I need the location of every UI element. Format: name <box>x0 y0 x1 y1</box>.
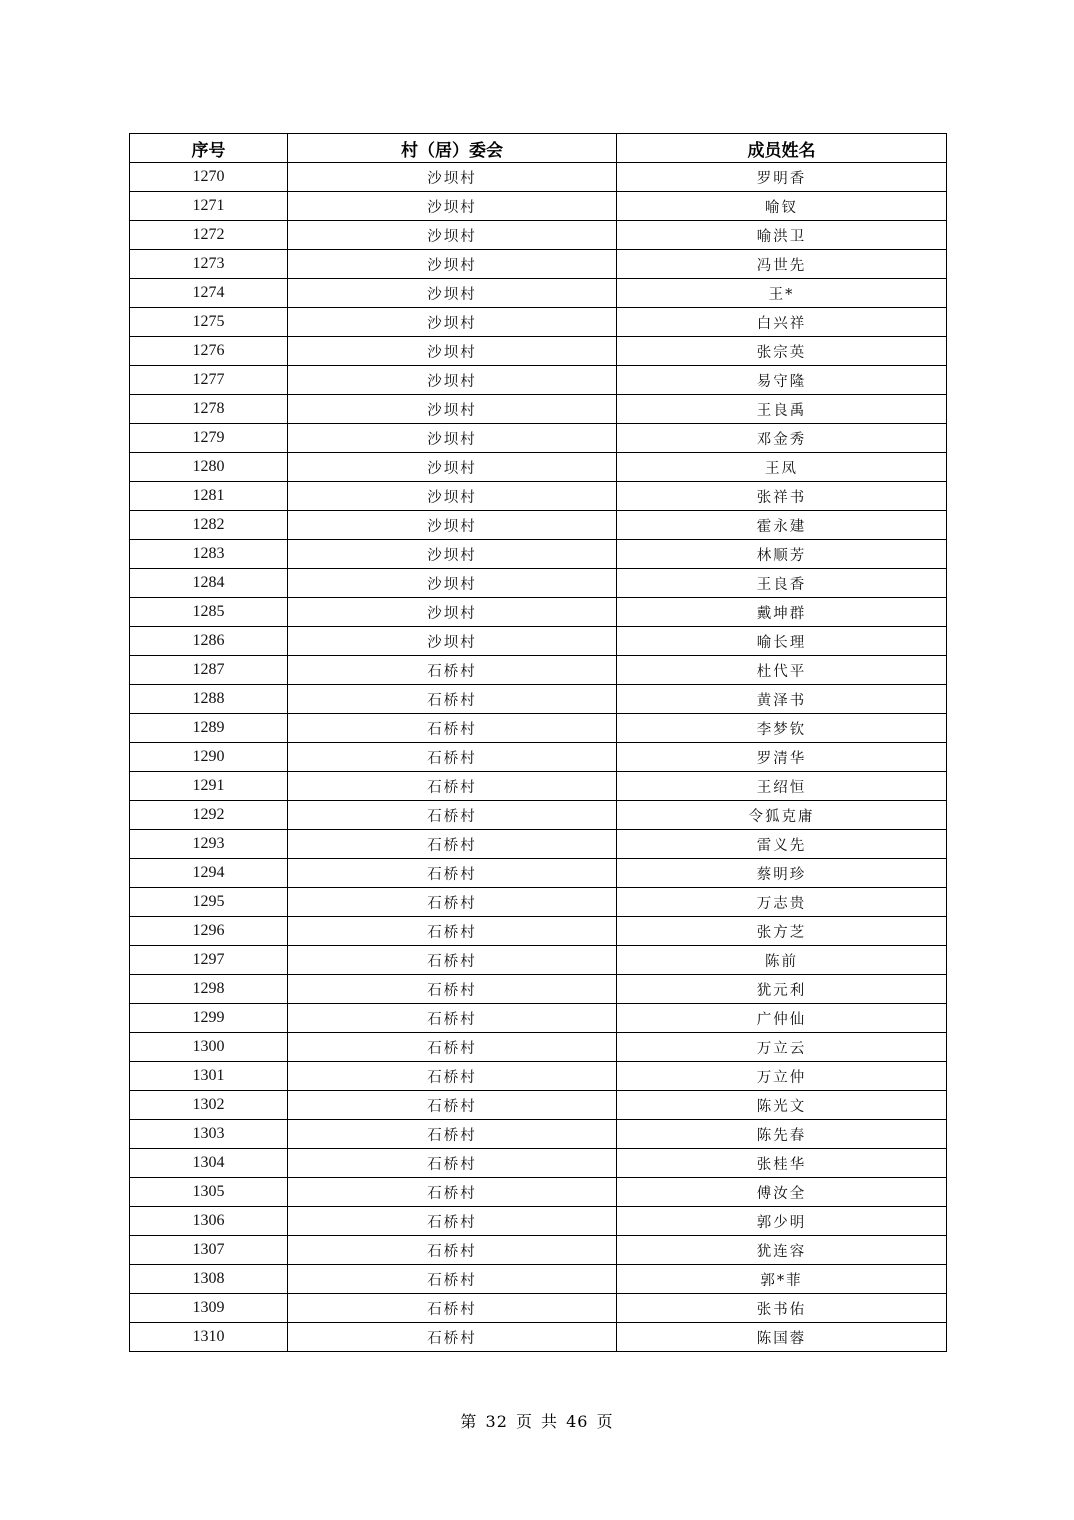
table-row <box>130 772 947 801</box>
page-footer: 第 32 页 共 46 页 <box>460 1412 614 1431</box>
serial-number-cell: 1298 <box>130 975 288 1004</box>
village-cell: 沙坝村 <box>288 250 617 279</box>
member-name-cell: 王良香 <box>617 569 947 598</box>
member-name-cell: 白兴祥 <box>617 308 947 337</box>
village-cell: 沙坝村 <box>288 453 617 482</box>
table-row <box>130 1120 947 1149</box>
member-name-cell: 易守隆 <box>617 366 947 395</box>
serial-number-cell: 1291 <box>130 772 288 801</box>
member-name-cell: 陈先春 <box>617 1120 947 1149</box>
member-name-cell: 邓金秀 <box>617 424 947 453</box>
serial-number-cell: 1278 <box>130 395 288 424</box>
village-cell: 石桥村 <box>288 714 617 743</box>
table-row <box>130 1265 947 1294</box>
table-row <box>130 250 947 279</box>
village-cell: 石桥村 <box>288 888 617 917</box>
serial-number-cell: 1285 <box>130 598 288 627</box>
member-name-cell: 杜代平 <box>617 656 947 685</box>
village-cell: 沙坝村 <box>288 482 617 511</box>
serial-number-cell: 1293 <box>130 830 288 859</box>
table-row <box>130 482 947 511</box>
member-name-cell: 王* <box>617 279 947 308</box>
serial-number-cell: 1296 <box>130 917 288 946</box>
table-header <box>130 134 947 163</box>
village-cell: 沙坝村 <box>288 163 617 192</box>
table-row <box>130 975 947 1004</box>
serial-number-cell: 1283 <box>130 540 288 569</box>
village-cell: 石桥村 <box>288 917 617 946</box>
member-name-cell: 令狐克庸 <box>617 801 947 830</box>
village-cell: 石桥村 <box>288 830 617 859</box>
serial-number-cell: 1279 <box>130 424 288 453</box>
table-row <box>130 540 947 569</box>
serial-number-cell: 1310 <box>130 1323 288 1352</box>
table-row <box>130 221 947 250</box>
village-cell: 沙坝村 <box>288 569 617 598</box>
header-village-committee: 村（居）委会 <box>288 134 617 163</box>
member-name-cell: 陈光文 <box>617 1091 947 1120</box>
table-row <box>130 1033 947 1062</box>
village-cell: 石桥村 <box>288 1323 617 1352</box>
table-row <box>130 308 947 337</box>
header-serial-number: 序号 <box>130 134 288 163</box>
serial-number-cell: 1288 <box>130 685 288 714</box>
table-row <box>130 685 947 714</box>
village-cell: 沙坝村 <box>288 221 617 250</box>
header-member-name: 成员姓名 <box>617 134 947 163</box>
table-row <box>130 163 947 192</box>
serial-number-cell: 1270 <box>130 163 288 192</box>
table-row <box>130 1236 947 1265</box>
table-row <box>130 424 947 453</box>
serial-number-cell: 1286 <box>130 627 288 656</box>
serial-number-cell: 1306 <box>130 1207 288 1236</box>
table-row <box>130 192 947 221</box>
member-name-cell: 王良禹 <box>617 395 947 424</box>
table-row <box>130 859 947 888</box>
table-row <box>130 1178 947 1207</box>
member-name-cell: 王凤 <box>617 453 947 482</box>
table-row <box>130 888 947 917</box>
serial-number-cell: 1290 <box>130 743 288 772</box>
table-row <box>130 337 947 366</box>
member-name-cell: 陈前 <box>617 946 947 975</box>
member-name-cell: 万志贵 <box>617 888 947 917</box>
village-cell: 沙坝村 <box>288 192 617 221</box>
serial-number-cell: 1302 <box>130 1091 288 1120</box>
village-cell: 沙坝村 <box>288 308 617 337</box>
serial-number-cell: 1273 <box>130 250 288 279</box>
table-row <box>130 714 947 743</box>
member-name-cell: 郭少明 <box>617 1207 947 1236</box>
member-name-cell: 雷义先 <box>617 830 947 859</box>
village-cell: 沙坝村 <box>288 598 617 627</box>
serial-number-cell: 1287 <box>130 656 288 685</box>
table-row <box>130 830 947 859</box>
table-row <box>130 366 947 395</box>
serial-number-cell: 1284 <box>130 569 288 598</box>
member-name-cell: 张方芝 <box>617 917 947 946</box>
serial-number-cell: 1280 <box>130 453 288 482</box>
village-cell: 石桥村 <box>288 1004 617 1033</box>
member-name-cell: 张宗英 <box>617 337 947 366</box>
village-cell: 石桥村 <box>288 1062 617 1091</box>
table-row <box>130 627 947 656</box>
table-row <box>130 1091 947 1120</box>
table-row <box>130 1149 947 1178</box>
village-cell: 石桥村 <box>288 801 617 830</box>
serial-number-cell: 1272 <box>130 221 288 250</box>
member-name-cell: 冯世先 <box>617 250 947 279</box>
member-name-cell: 万立仲 <box>617 1062 947 1091</box>
village-cell: 石桥村 <box>288 1236 617 1265</box>
member-name-cell: 犹连容 <box>617 1236 947 1265</box>
village-cell: 沙坝村 <box>288 395 617 424</box>
table-row <box>130 917 947 946</box>
member-name-cell: 林顺芳 <box>617 540 947 569</box>
member-name-cell: 张桂华 <box>617 1149 947 1178</box>
serial-number-cell: 1300 <box>130 1033 288 1062</box>
member-name-cell: 喻洪卫 <box>617 221 947 250</box>
table-row <box>130 453 947 482</box>
village-cell: 石桥村 <box>288 1091 617 1120</box>
table-row <box>130 1207 947 1236</box>
serial-number-cell: 1299 <box>130 1004 288 1033</box>
village-cell: 沙坝村 <box>288 424 617 453</box>
village-cell: 石桥村 <box>288 1033 617 1062</box>
table-row <box>130 743 947 772</box>
serial-number-cell: 1271 <box>130 192 288 221</box>
serial-number-cell: 1295 <box>130 888 288 917</box>
village-cell: 石桥村 <box>288 772 617 801</box>
village-cell: 沙坝村 <box>288 337 617 366</box>
village-cell: 石桥村 <box>288 656 617 685</box>
table-row <box>130 1323 947 1352</box>
serial-number-cell: 1282 <box>130 511 288 540</box>
table-row <box>130 1062 947 1091</box>
village-cell: 沙坝村 <box>288 511 617 540</box>
serial-number-cell: 1289 <box>130 714 288 743</box>
serial-number-cell: 1305 <box>130 1178 288 1207</box>
member-name-cell: 喻长理 <box>617 627 947 656</box>
village-cell: 沙坝村 <box>288 366 617 395</box>
member-name-cell: 罗清华 <box>617 743 947 772</box>
village-cell: 沙坝村 <box>288 279 617 308</box>
serial-number-cell: 1281 <box>130 482 288 511</box>
member-name-cell: 霍永建 <box>617 511 947 540</box>
serial-number-cell: 1277 <box>130 366 288 395</box>
table-row <box>130 1294 947 1323</box>
village-cell: 沙坝村 <box>288 540 617 569</box>
village-cell: 石桥村 <box>288 1207 617 1236</box>
village-cell: 石桥村 <box>288 743 617 772</box>
serial-number-cell: 1309 <box>130 1294 288 1323</box>
village-cell: 石桥村 <box>288 1294 617 1323</box>
table-row <box>130 395 947 424</box>
table-row <box>130 569 947 598</box>
serial-number-cell: 1307 <box>130 1236 288 1265</box>
member-name-cell: 张书佑 <box>617 1294 947 1323</box>
table-row <box>130 801 947 830</box>
member-name-cell: 喻钗 <box>617 192 947 221</box>
table-row <box>130 279 947 308</box>
member-name-cell: 黄泽书 <box>617 685 947 714</box>
member-name-cell: 傅汝全 <box>617 1178 947 1207</box>
serial-number-cell: 1292 <box>130 801 288 830</box>
village-cell: 石桥村 <box>288 1265 617 1294</box>
serial-number-cell: 1301 <box>130 1062 288 1091</box>
member-name-cell: 李梦钦 <box>617 714 947 743</box>
table-row <box>130 511 947 540</box>
member-name-cell: 郭*菲 <box>617 1265 947 1294</box>
serial-number-cell: 1274 <box>130 279 288 308</box>
serial-number-cell: 1308 <box>130 1265 288 1294</box>
village-cell: 石桥村 <box>288 685 617 714</box>
village-cell: 石桥村 <box>288 946 617 975</box>
village-cell: 石桥村 <box>288 1178 617 1207</box>
member-roster-table <box>129 133 947 1352</box>
village-cell: 石桥村 <box>288 1149 617 1178</box>
serial-number-cell: 1303 <box>130 1120 288 1149</box>
member-name-cell: 罗明香 <box>617 163 947 192</box>
member-name-cell: 王绍恒 <box>617 772 947 801</box>
table-row <box>130 946 947 975</box>
village-cell: 石桥村 <box>288 1120 617 1149</box>
village-cell: 沙坝村 <box>288 627 617 656</box>
member-name-cell: 广仲仙 <box>617 1004 947 1033</box>
village-cell: 石桥村 <box>288 975 617 1004</box>
member-name-cell: 蔡明珍 <box>617 859 947 888</box>
table-row <box>130 598 947 627</box>
serial-number-cell: 1294 <box>130 859 288 888</box>
serial-number-cell: 1275 <box>130 308 288 337</box>
member-name-cell: 万立云 <box>617 1033 947 1062</box>
member-name-cell: 陈国蓉 <box>617 1323 947 1352</box>
table-row <box>130 656 947 685</box>
table-header-row <box>130 134 947 163</box>
serial-number-cell: 1297 <box>130 946 288 975</box>
serial-number-cell: 1304 <box>130 1149 288 1178</box>
table-body <box>130 163 947 1352</box>
member-name-cell: 张祥书 <box>617 482 947 511</box>
member-name-cell: 犹元利 <box>617 975 947 1004</box>
table-row <box>130 1004 947 1033</box>
serial-number-cell: 1276 <box>130 337 288 366</box>
village-cell: 石桥村 <box>288 859 617 888</box>
member-name-cell: 戴坤群 <box>617 598 947 627</box>
